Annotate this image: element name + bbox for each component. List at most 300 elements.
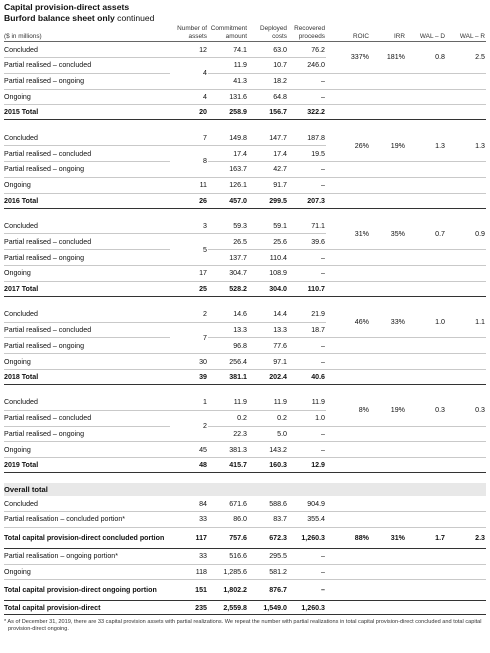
- subtitle-bold: Burford balance sheet only: [4, 12, 115, 23]
- empty-cell: [446, 442, 486, 458]
- overall-recovered: –: [288, 580, 326, 601]
- row-deployed: 77.6: [248, 338, 288, 354]
- subtitle-rest: continued: [114, 12, 155, 23]
- total-recovered: 40.6: [288, 369, 326, 384]
- empty-cell: [370, 105, 406, 120]
- spacer-row: [4, 473, 486, 484]
- table-row: [4, 219, 486, 234]
- row-deployed: 17.4: [248, 146, 288, 162]
- row-label: Partial realised – ongoing: [4, 73, 170, 89]
- empty-cell: [406, 426, 446, 442]
- overall-commit: 2,559.8: [208, 601, 248, 615]
- row-num: 45: [170, 442, 208, 458]
- total-commit: 528.2: [208, 281, 248, 296]
- empty-cell: [406, 89, 446, 105]
- year-total-row: [4, 281, 486, 296]
- overall-num: 151: [170, 580, 208, 601]
- table-row: [4, 73, 486, 89]
- overall-deployed: 588.6: [248, 496, 288, 511]
- total-commit: 415.7: [208, 458, 248, 473]
- empty-cell: [406, 496, 446, 511]
- row-commit: 13.3: [208, 322, 248, 338]
- total-label: 2018 Total: [4, 369, 170, 384]
- overall-partial-concluded-row: [4, 511, 486, 527]
- spacer-row: [4, 296, 486, 307]
- empty-cell: [446, 496, 486, 511]
- empty-cell: [406, 564, 446, 580]
- empty-cell: [406, 442, 446, 458]
- row-deployed: 91.7: [248, 177, 288, 193]
- overall-deployed: 581.2: [248, 564, 288, 580]
- empty-cell: [326, 89, 370, 105]
- table-row: [4, 42, 486, 58]
- empty-cell: [446, 265, 486, 281]
- col-header-recovered: Recovered proceeds: [294, 25, 325, 40]
- row-num: 11: [170, 177, 208, 193]
- overall-recovered: –: [288, 548, 326, 564]
- row-label: Concluded: [4, 395, 170, 410]
- total-deployed: 202.4: [248, 369, 288, 384]
- row-recovered: –: [288, 177, 326, 193]
- overall-deployed: 1,549.0: [248, 601, 288, 615]
- partial-num: 7: [170, 322, 208, 354]
- row-label: Ongoing: [4, 442, 170, 458]
- overall-commit: 86.0: [208, 511, 248, 527]
- overall-irr: 31%: [370, 527, 406, 548]
- total-deployed: 160.3: [248, 458, 288, 473]
- overall-partial-ongoing-row: [4, 548, 486, 564]
- wal-d-value: 0.3: [406, 395, 446, 426]
- empty-cell: [370, 442, 406, 458]
- empty-cell: [370, 580, 406, 601]
- partial-num: 2: [170, 410, 208, 442]
- row-commit: 59.3: [208, 219, 248, 234]
- row-commit: 126.1: [208, 177, 248, 193]
- empty-cell: [326, 548, 370, 564]
- total-label: 2017 Total: [4, 281, 170, 296]
- overall-num: 235: [170, 601, 208, 615]
- total-deployed: 156.7: [248, 105, 288, 120]
- overall-commit: 757.6: [208, 527, 248, 548]
- row-label: Partial realised – ongoing: [4, 338, 170, 354]
- row-label: Partial realised – concluded: [4, 322, 170, 338]
- col-header-num: Number of assets: [177, 25, 207, 40]
- row-commit: 11.9: [208, 57, 248, 73]
- empty-cell: [326, 161, 370, 177]
- overall-recovered: 355.4: [288, 511, 326, 527]
- table-row: [4, 89, 486, 105]
- empty-cell: [326, 496, 370, 511]
- empty-cell: [406, 601, 446, 615]
- row-deployed: 18.2: [248, 73, 288, 89]
- row-recovered: –: [288, 161, 326, 177]
- total-recovered: 207.3: [288, 193, 326, 208]
- overall-wal-r: 2.3: [446, 527, 486, 548]
- row-deployed: 42.7: [248, 161, 288, 177]
- header-row: [4, 25, 486, 42]
- table-row: [4, 442, 486, 458]
- row-label: Concluded: [4, 219, 170, 234]
- row-recovered: 11.9: [288, 395, 326, 410]
- assets-table: [4, 25, 486, 615]
- table-row: [4, 161, 486, 177]
- empty-cell: [370, 548, 406, 564]
- empty-cell: [446, 580, 486, 601]
- empty-cell: [326, 580, 370, 601]
- empty-cell: [370, 511, 406, 527]
- empty-cell: [446, 564, 486, 580]
- row-deployed: 110.4: [248, 250, 288, 266]
- row-num: 1: [170, 395, 208, 410]
- overall-total-concluded-row: [4, 527, 486, 548]
- empty-cell: [446, 426, 486, 442]
- total-commit: 457.0: [208, 193, 248, 208]
- row-commit: 14.6: [208, 307, 248, 322]
- row-label: Ongoing: [4, 265, 170, 281]
- empty-cell: [406, 548, 446, 564]
- overall-num: 33: [170, 511, 208, 527]
- row-label: Partial realised – ongoing: [4, 426, 170, 442]
- empty-cell: [406, 105, 446, 120]
- total-commit: 258.9: [208, 105, 248, 120]
- spacer-row: [4, 120, 486, 131]
- overall-commit: 516.6: [208, 548, 248, 564]
- total-commit: 381.1: [208, 369, 248, 384]
- row-deployed: 147.7: [248, 130, 288, 145]
- overall-wal-d: 1.7: [406, 527, 446, 548]
- row-commit: 149.8: [208, 130, 248, 145]
- spacer-row: [4, 208, 486, 219]
- year-total-row: [4, 458, 486, 473]
- year-total-row: [4, 105, 486, 120]
- partial-num: 8: [170, 146, 208, 178]
- total-num: 39: [170, 369, 208, 384]
- empty-cell: [370, 161, 406, 177]
- row-num: 2: [170, 307, 208, 322]
- overall-label: Total capital provision-direct ongoing portion: [4, 580, 170, 601]
- empty-cell: [370, 458, 406, 473]
- total-label: 2016 Total: [4, 193, 170, 208]
- empty-cell: [446, 548, 486, 564]
- empty-cell: [326, 511, 370, 527]
- row-commit: 22.3: [208, 426, 248, 442]
- empty-cell: [446, 105, 486, 120]
- roic-value: 337%: [326, 42, 370, 74]
- table-row: [4, 307, 486, 322]
- partial-num: 5: [170, 234, 208, 266]
- table-row: [4, 354, 486, 370]
- row-commit: 163.7: [208, 161, 248, 177]
- empty-cell: [446, 177, 486, 193]
- year-total-row: [4, 193, 486, 208]
- empty-cell: [406, 193, 446, 208]
- table-row: [4, 130, 486, 145]
- empty-cell: [446, 73, 486, 89]
- overall-total-ongoing-row: [4, 580, 486, 601]
- empty-cell: [370, 89, 406, 105]
- wal-r-value: 1.1: [446, 307, 486, 338]
- empty-cell: [370, 426, 406, 442]
- total-num: 48: [170, 458, 208, 473]
- row-num: 7: [170, 130, 208, 145]
- empty-cell: [326, 250, 370, 266]
- row-recovered: –: [288, 265, 326, 281]
- overall-recovered: 1,260.3: [288, 601, 326, 615]
- row-commit: 26.5: [208, 234, 248, 250]
- table-row: [4, 395, 486, 410]
- row-deployed: 11.9: [248, 395, 288, 410]
- empty-cell: [370, 354, 406, 370]
- empty-cell: [370, 338, 406, 354]
- empty-cell: [326, 426, 370, 442]
- empty-cell: [370, 369, 406, 384]
- empty-cell: [406, 177, 446, 193]
- total-deployed: 304.0: [248, 281, 288, 296]
- col-header-irr: IRR: [393, 32, 405, 40]
- empty-cell: [326, 73, 370, 89]
- overall-concluded-row: [4, 496, 486, 511]
- row-commit: 11.9: [208, 395, 248, 410]
- empty-cell: [446, 281, 486, 296]
- empty-cell: [446, 161, 486, 177]
- page-subtitle: [4, 13, 486, 24]
- row-label: Concluded: [4, 130, 170, 145]
- empty-cell: [326, 105, 370, 120]
- overall-heading: Overall total: [4, 483, 486, 496]
- empty-cell: [446, 458, 486, 473]
- row-num: 3: [170, 219, 208, 234]
- empty-cell: [326, 601, 370, 615]
- row-recovered: –: [288, 354, 326, 370]
- empty-cell: [446, 354, 486, 370]
- empty-cell: [326, 265, 370, 281]
- row-label: Concluded: [4, 307, 170, 322]
- row-label: Ongoing: [4, 89, 170, 105]
- overall-deployed: 672.3: [248, 527, 288, 548]
- overall-commit: 671.6: [208, 496, 248, 511]
- table-body: [4, 42, 486, 615]
- row-commit: 74.1: [208, 42, 248, 58]
- overall-recovered: 904.9: [288, 496, 326, 511]
- row-recovered: –: [288, 89, 326, 105]
- total-num: 25: [170, 281, 208, 296]
- empty-cell: [406, 580, 446, 601]
- empty-cell: [406, 369, 446, 384]
- document-page: [4, 0, 486, 633]
- row-recovered: 19.5: [288, 146, 326, 162]
- partial-num: 4: [170, 57, 208, 89]
- empty-cell: [446, 250, 486, 266]
- row-recovered: 18.7: [288, 322, 326, 338]
- col-header-commit: Commitment amount: [210, 25, 247, 40]
- overall-commit: 1,285.6: [208, 564, 248, 580]
- irr-value: 19%: [370, 395, 406, 426]
- row-recovered: 187.8: [288, 130, 326, 145]
- empty-cell: [370, 177, 406, 193]
- row-recovered: 39.6: [288, 234, 326, 250]
- empty-cell: [370, 496, 406, 511]
- empty-cell: [326, 442, 370, 458]
- overall-recovered: –: [288, 564, 326, 580]
- empty-cell: [326, 281, 370, 296]
- empty-cell: [406, 161, 446, 177]
- spacer-row: [4, 384, 486, 395]
- total-num: 20: [170, 105, 208, 120]
- wal-r-value: 0.3: [446, 395, 486, 426]
- row-deployed: 63.0: [248, 42, 288, 58]
- empty-cell: [406, 265, 446, 281]
- row-deployed: 10.7: [248, 57, 288, 73]
- footnote: * As of December 31, 2019, there are 33 capital provision assets with partial realizations. We repeat the number with partial realizations in total capital provision-direct concluded and total capital provision-direct ongoing.: [4, 619, 482, 633]
- overall-label: Ongoing: [4, 564, 170, 580]
- overall-num: 84: [170, 496, 208, 511]
- total-label: 2019 Total: [4, 458, 170, 473]
- row-recovered: 71.1: [288, 219, 326, 234]
- overall-num: 33: [170, 548, 208, 564]
- empty-cell: [406, 338, 446, 354]
- row-label: Partial realised – concluded: [4, 57, 170, 73]
- row-deployed: 5.0: [248, 426, 288, 442]
- col-header-wald: WAL – D: [419, 32, 445, 40]
- overall-commit: 1,802.2: [208, 580, 248, 601]
- col-header-roic: ROIC: [353, 32, 369, 40]
- page-title: Capital provision-direct assets: [4, 2, 130, 12]
- roic-value: 46%: [326, 307, 370, 338]
- wal-d-value: 0.8: [406, 42, 446, 74]
- empty-cell: [326, 458, 370, 473]
- empty-cell: [326, 369, 370, 384]
- col-header-walr: WAL – R: [459, 32, 485, 40]
- wal-r-value: 2.5: [446, 42, 486, 74]
- empty-cell: [326, 564, 370, 580]
- row-label: Partial realised – ongoing: [4, 161, 170, 177]
- empty-cell: [406, 73, 446, 89]
- overall-label: Partial realisation – concluded portion*: [4, 511, 170, 527]
- total-label: 2015 Total: [4, 105, 170, 120]
- total-num: 26: [170, 193, 208, 208]
- irr-value: 181%: [370, 42, 406, 74]
- row-commit: 137.7: [208, 250, 248, 266]
- roic-value: 31%: [326, 219, 370, 250]
- row-label: Concluded: [4, 42, 170, 58]
- empty-cell: [370, 281, 406, 296]
- row-commit: 381.3: [208, 442, 248, 458]
- row-commit: 96.8: [208, 338, 248, 354]
- overall-label: Total capital provision-direct: [4, 601, 170, 615]
- empty-cell: [326, 177, 370, 193]
- empty-cell: [446, 193, 486, 208]
- empty-cell: [406, 281, 446, 296]
- row-recovered: 76.2: [288, 42, 326, 58]
- empty-cell: [370, 250, 406, 266]
- row-label: Partial realised – ongoing: [4, 250, 170, 266]
- row-num: 17: [170, 265, 208, 281]
- row-deployed: 143.2: [248, 442, 288, 458]
- row-recovered: 21.9: [288, 307, 326, 322]
- roic-value: 26%: [326, 130, 370, 161]
- table-row: [4, 250, 486, 266]
- row-deployed: 97.1: [248, 354, 288, 370]
- row-deployed: 14.4: [248, 307, 288, 322]
- row-label: Partial realised – concluded: [4, 234, 170, 250]
- row-num: 4: [170, 89, 208, 105]
- row-deployed: 25.6: [248, 234, 288, 250]
- table-row: [4, 265, 486, 281]
- overall-deployed: 83.7: [248, 511, 288, 527]
- empty-cell: [370, 601, 406, 615]
- total-recovered: 12.9: [288, 458, 326, 473]
- empty-cell: [406, 511, 446, 527]
- wal-d-value: 0.7: [406, 219, 446, 250]
- empty-cell: [370, 564, 406, 580]
- row-recovered: –: [288, 426, 326, 442]
- row-label: Partial realised – concluded: [4, 410, 170, 426]
- row-deployed: 13.3: [248, 322, 288, 338]
- empty-cell: [446, 338, 486, 354]
- irr-value: 33%: [370, 307, 406, 338]
- overall-heading-row: [4, 483, 486, 496]
- col-header-label: ($ in millions): [4, 32, 42, 40]
- empty-cell: [406, 250, 446, 266]
- table-row: [4, 338, 486, 354]
- wal-r-value: 1.3: [446, 130, 486, 161]
- table-row: [4, 426, 486, 442]
- wal-d-value: 1.3: [406, 130, 446, 161]
- overall-label: Total capital provision-direct concluded portion: [4, 527, 170, 548]
- overall-label: Concluded: [4, 496, 170, 511]
- empty-cell: [406, 458, 446, 473]
- row-recovered: –: [288, 250, 326, 266]
- row-commit: 0.2: [208, 410, 248, 426]
- overall-roic: 88%: [326, 527, 370, 548]
- row-commit: 17.4: [208, 146, 248, 162]
- overall-num: 117: [170, 527, 208, 548]
- row-recovered: 246.0: [288, 57, 326, 73]
- row-commit: 41.3: [208, 73, 248, 89]
- irr-value: 35%: [370, 219, 406, 250]
- empty-cell: [406, 354, 446, 370]
- overall-grand-total-row: [4, 601, 486, 615]
- empty-cell: [370, 193, 406, 208]
- total-recovered: 110.7: [288, 281, 326, 296]
- overall-ongoing-row: [4, 564, 486, 580]
- col-header-deployed: Deployed costs: [259, 25, 287, 40]
- row-deployed: 108.9: [248, 265, 288, 281]
- total-deployed: 299.5: [248, 193, 288, 208]
- row-recovered: 1.0: [288, 410, 326, 426]
- empty-cell: [446, 601, 486, 615]
- row-deployed: 59.1: [248, 219, 288, 234]
- row-label: Ongoing: [4, 177, 170, 193]
- year-total-row: [4, 369, 486, 384]
- roic-value: 8%: [326, 395, 370, 426]
- overall-deployed: 295.5: [248, 548, 288, 564]
- irr-value: 19%: [370, 130, 406, 161]
- empty-cell: [446, 89, 486, 105]
- empty-cell: [370, 265, 406, 281]
- total-recovered: 322.2: [288, 105, 326, 120]
- overall-deployed: 876.7: [248, 580, 288, 601]
- empty-cell: [446, 369, 486, 384]
- row-label: Partial realised – concluded: [4, 146, 170, 162]
- overall-label: Partial realisation – ongoing portion*: [4, 548, 170, 564]
- row-recovered: –: [288, 338, 326, 354]
- empty-cell: [370, 73, 406, 89]
- row-commit: 131.6: [208, 89, 248, 105]
- table-row: [4, 177, 486, 193]
- row-deployed: 0.2: [248, 410, 288, 426]
- overall-num: 118: [170, 564, 208, 580]
